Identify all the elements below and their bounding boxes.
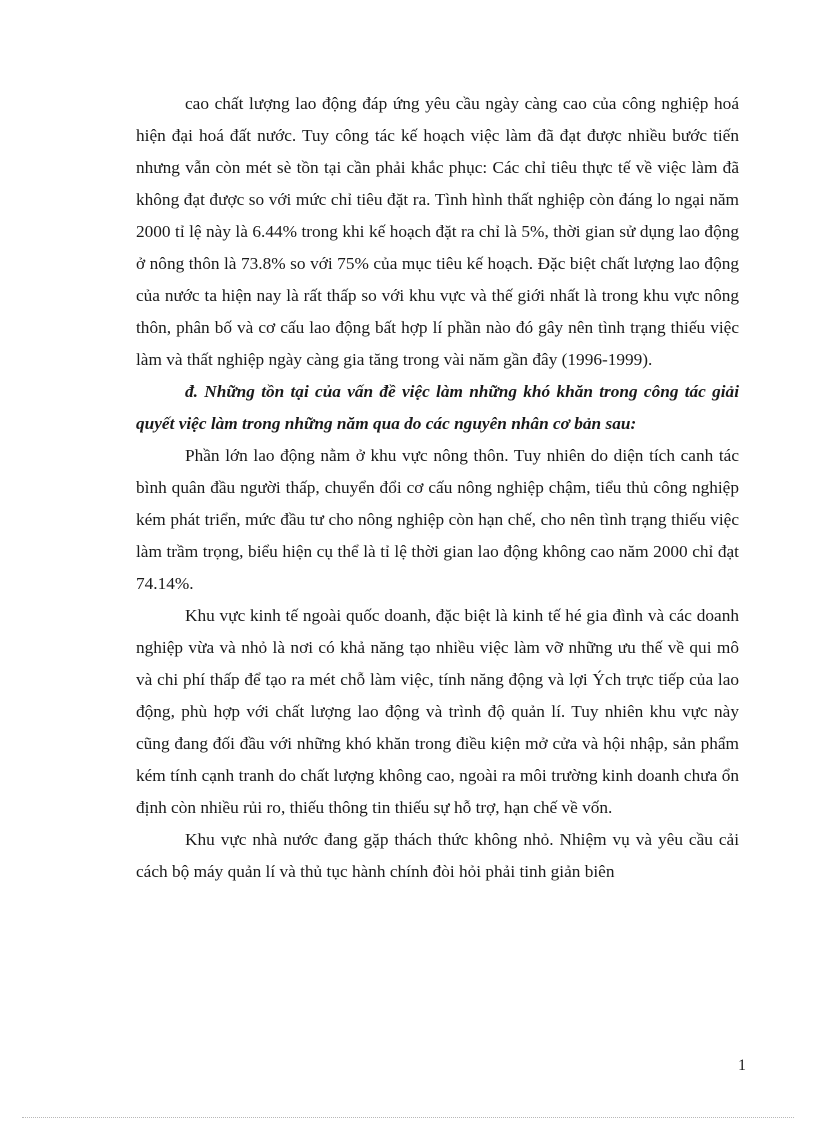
page-bottom-divider	[22, 1117, 794, 1118]
paragraph-private-sector: Khu vực kinh tế ngoài quốc doanh, đặc biệt là kinh tế hé gia đình và các doanh nghiệp vừa và nhỏ là nơi có khả năng tạo nhiều việc làm vỡ những ưu thế về qui mô và chi phí thấp để tạo ra mét chỗ làm việc, tính năng động và lợi Ých trực tiếp của lao động, phù hợp với chất lượng lao động và trình độ quản lí. Tuy nhiên khu vực này cũng đang đối đầu với những khó khăn trong điều kiện mở cửa và hội nhập, sản phẩm kém tính cạnh tranh do chất lượng không cao, ngoài ra môi trường kinh doanh chưa ổn định còn nhiều rủi ro, thiếu thông tin thiếu sự hỗ trợ, hạn chế về vốn.	[136, 606, 739, 817]
paragraph-rural-labor: Phần lớn lao động nằm ở khu vực nông thôn. Tuy nhiên do diện tích canh tác bình quân đầu người thấp, chuyển đổi cơ cấu nông nghiệp chậm, tiểu thủ công nghiệp kém phát triển, mức đầu tư cho nông nghiệp còn hạn chế, cho nên tình trạng thiếu việc làm trầm trọng, biểu hiện cụ thể là tỉ lệ thời gian lao động không cao năm 2000 chỉ đạt 74.14%.	[136, 446, 739, 593]
document-body	[136, 88, 739, 888]
page-number: 1	[738, 1057, 746, 1074]
section-heading-d: đ. Những tồn tại của vấn đề việc làm những khó khăn trong công tác giải quyết việc làm trong những năm qua do các nguyên nhân cơ bản sau:	[136, 382, 739, 433]
paragraph-state-sector: Khu vực nhà nước đang gặp thách thức không nhỏ. Nhiệm vụ và yêu cầu cải cách bộ máy quản lí và thủ tục hành chính đòi hỏi phải tinh giản biên	[136, 830, 739, 881]
paragraph-employment-summary: cao chất lượng lao động đáp ứng yêu cầu ngày càng cao của công nghiệp hoá hiện đại hoá đất nước. Tuy công tác kế hoạch việc làm đã đạt được nhiều bước tiến nhưng vẫn còn mét sè tồn tại cần phải khắc phục: Các chỉ tiêu thực tế về việc làm đã không đạt được so với mức chỉ tiêu đặt ra. Tình hình thất nghiệp còn đáng lo ngại năm 2000 tỉ lệ này là 6.44% trong khi kế hoạch đặt ra chỉ là 5%, thời gian sử dụng lao động ở nông thôn là 73.8% so với 75% của mục tiêu kế hoạch. Đặc biệt chất lượng lao động của nước ta hiện nay là rất thấp so với khu vực và thế giới nhất là trong khu vực nông thôn, phân bố và cơ cấu lao động bất hợp lí phần nào đó gây nên tình trạng thiếu việc làm và thất nghiệp ngày càng gia tăng trong vài năm gần đây (1996-1999).	[136, 94, 739, 369]
